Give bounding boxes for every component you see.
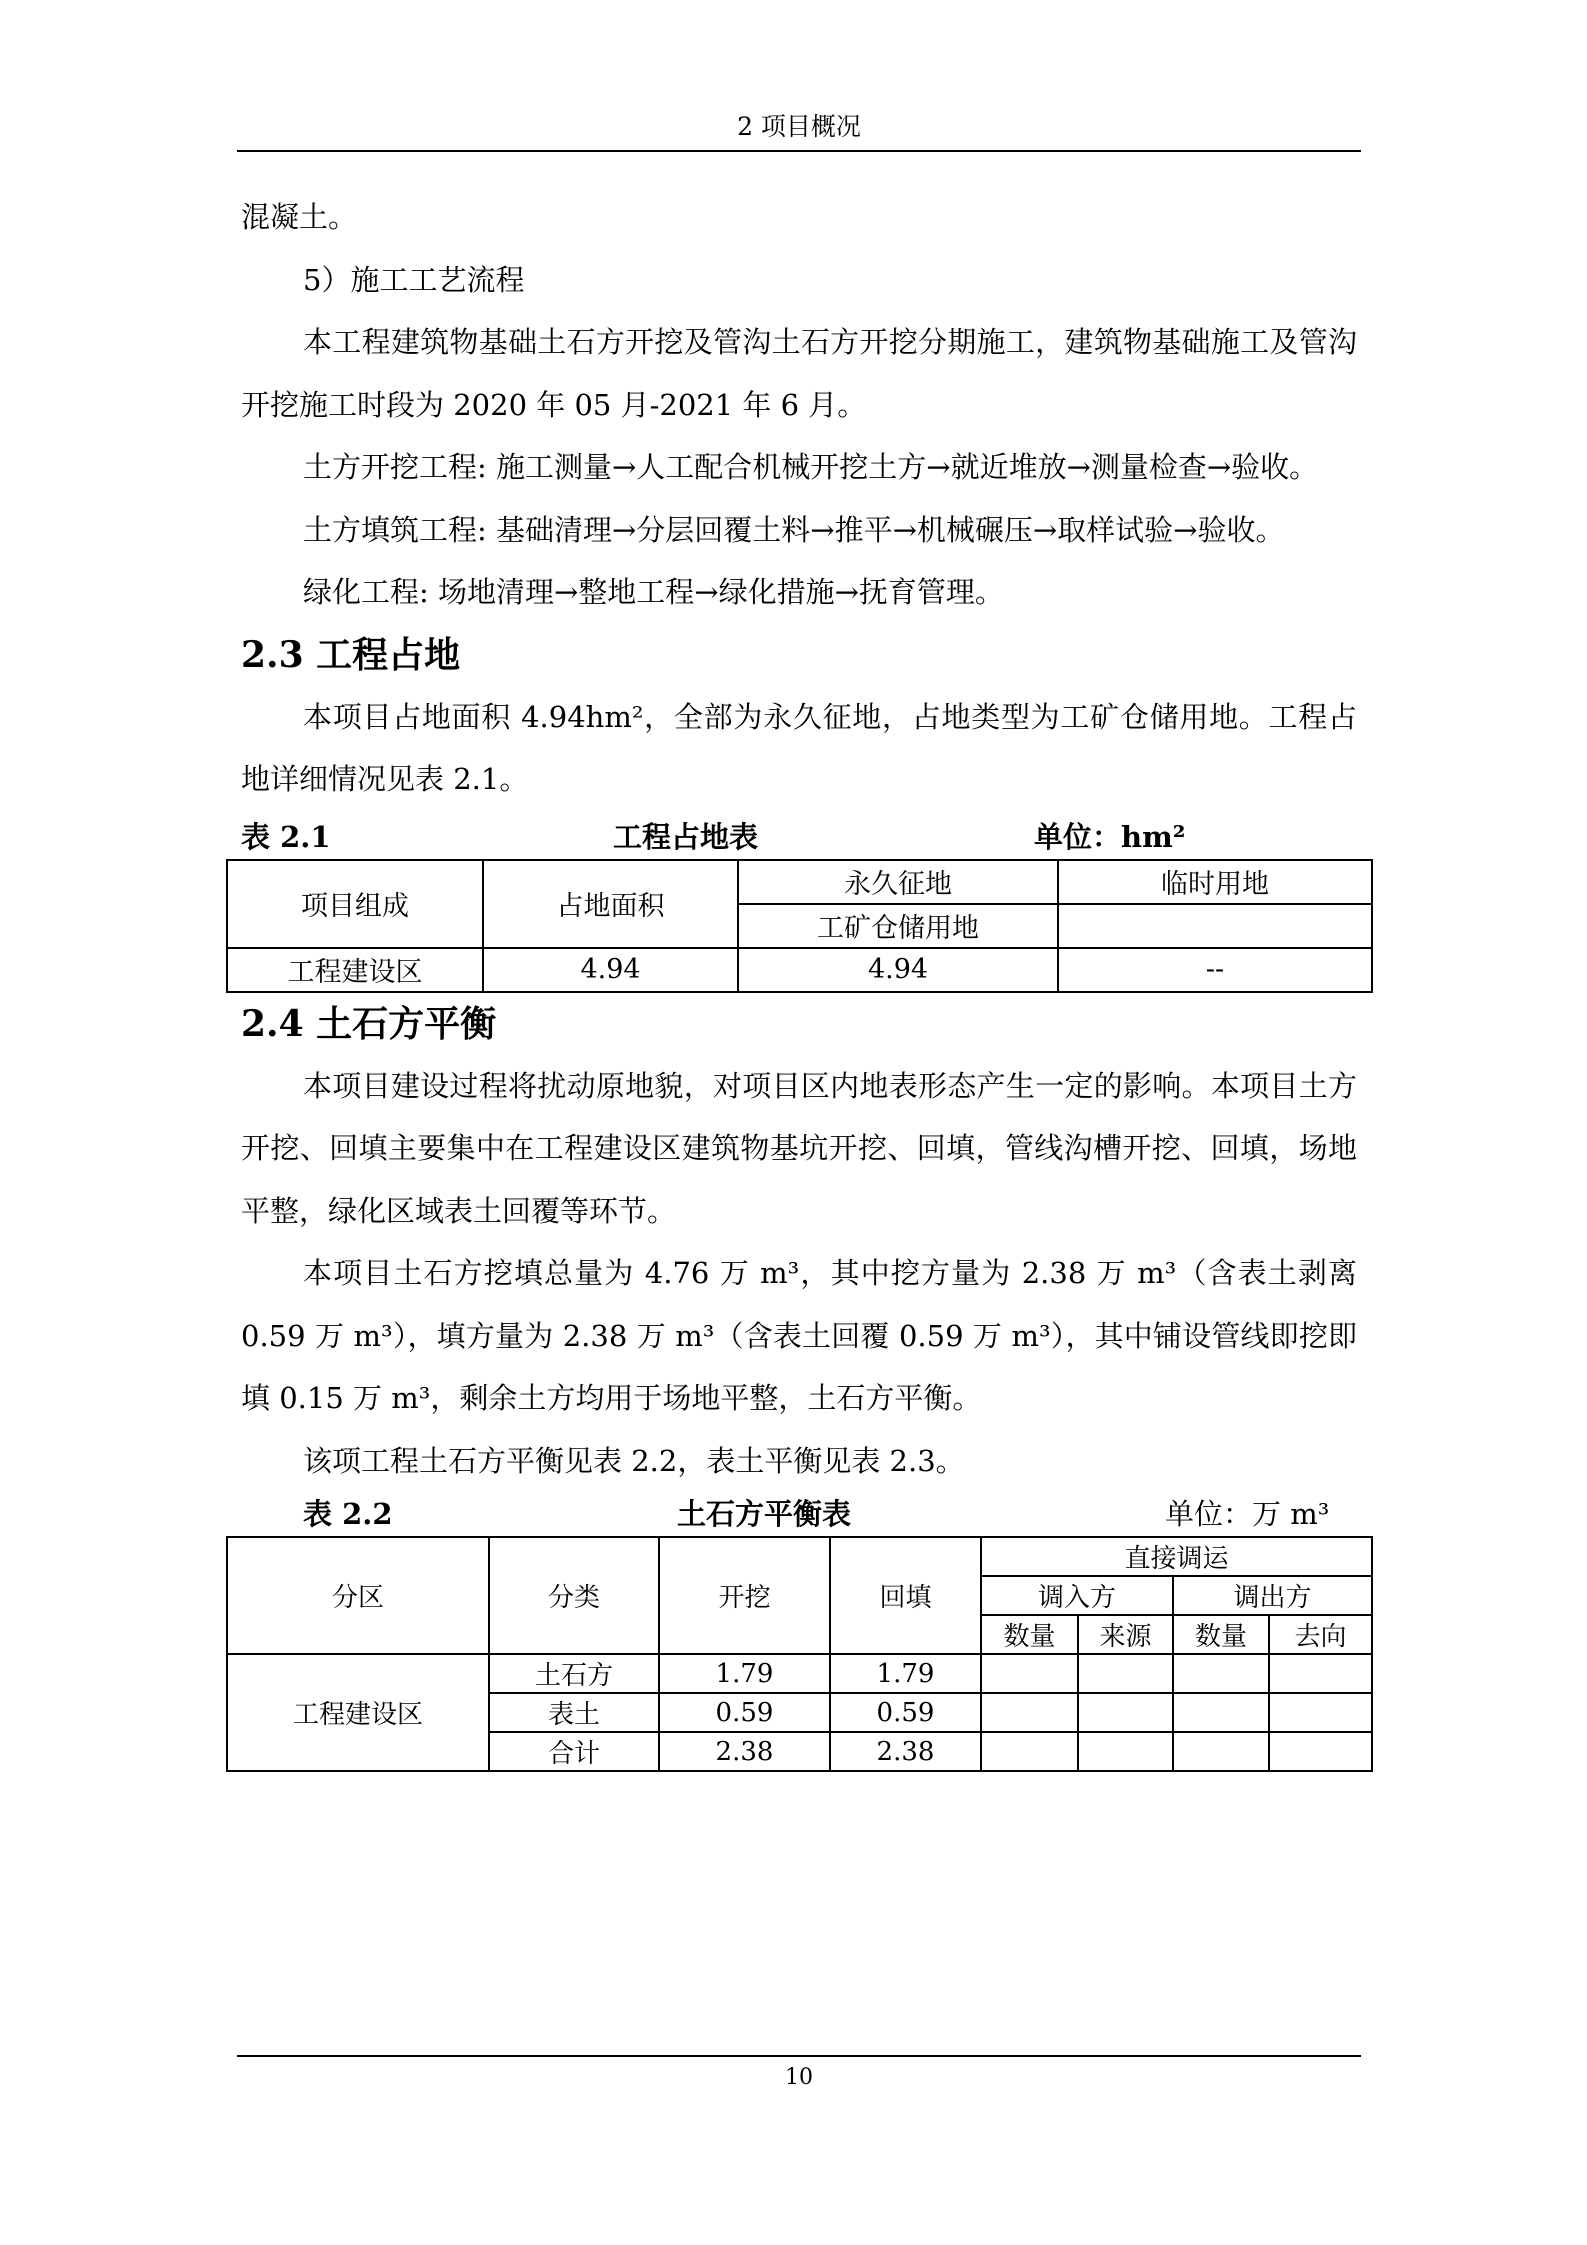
table-cell: 4.94	[483, 948, 738, 992]
header-cell: 数量	[1173, 1615, 1269, 1654]
table-unit: 单位：hm²	[1034, 819, 1186, 854]
table-cell: 0.59	[659, 1693, 830, 1732]
table-cell	[981, 1693, 1078, 1732]
header-cell: 来源	[1078, 1615, 1173, 1654]
section-heading-2-4: 2.4 土石方平衡	[241, 1002, 497, 1045]
table-caption	[241, 1492, 1357, 1536]
table-cell	[1078, 1732, 1173, 1771]
header-cell: 数量	[981, 1615, 1078, 1654]
paragraph: 绿化工程: 场地清理→整地工程→绿化措施→抚育管理。	[303, 575, 1004, 609]
table-cell	[1173, 1732, 1269, 1771]
paragraph: 本项目建设过程将扰动原地貌，对项目区内地表形态产生一定的影响。本项目土方开挖、回填主要集中在工程建设区建筑物基坑开挖、回填，管线沟槽开挖、回填，场地平整，绿化区域表土回覆等环节。	[241, 1068, 1357, 1228]
table-unit: 单位：万 m³	[1165, 1497, 1330, 1531]
paragraph: 本项目占地面积 4.94hm²，全部为永久征地，占地类型为工矿仓储用地。工程占地详细情况见表 2.1。	[241, 699, 1357, 796]
header-cell: 调入方	[981, 1576, 1173, 1615]
table-title: 土石方平衡表	[677, 1497, 852, 1531]
paragraph: 5）施工工艺流程	[303, 262, 525, 297]
table-cell: 1.79	[830, 1654, 981, 1693]
header-cell: 调出方	[1173, 1576, 1372, 1615]
table-title: 工程占地表	[613, 819, 759, 854]
header-cell: 项目组成	[227, 860, 483, 948]
footer-rule	[237, 2055, 1361, 2057]
header-cell: 开挖	[659, 1537, 830, 1654]
table-cell	[1269, 1693, 1372, 1732]
table-cell	[1078, 1693, 1173, 1732]
header-cell: 回填	[830, 1537, 981, 1654]
paragraph: 本项目土石方挖填总量为 4.76 万 m³，其中挖方量为 2.38 万 m³（含表土剥离 0.59 万 m³），填方量为 2.38 万 m³（含表土回覆 0.59 万 m³），其中铺设管线即挖即填 0.15 万 m³，剩余土方均用于场地平整，土石方平衡。	[241, 1256, 1357, 1415]
header-cell: 去向	[1269, 1615, 1372, 1654]
table-cell: 土石方	[489, 1654, 659, 1693]
section-heading-2-3: 2.3 工程占地	[241, 633, 461, 676]
table-cell: 工程建设区	[227, 948, 483, 992]
earthwork-balance-table	[226, 1536, 1373, 1772]
table-caption	[241, 815, 1357, 859]
header-cell: 占地面积	[483, 860, 738, 948]
table-cell: 表土	[489, 1693, 659, 1732]
table-cell: 2.38	[830, 1732, 981, 1771]
table-cell	[1173, 1693, 1269, 1732]
table-cell: 4.94	[738, 948, 1058, 992]
header-cell: 临时用地	[1058, 860, 1372, 904]
header-cell: 分类	[489, 1537, 659, 1654]
paragraph: 土方开挖工程: 施工测量→人工配合机械开挖土方→就近堆放→测量检查→验收。	[303, 450, 1319, 484]
paragraph: 土方填筑工程: 基础清理→分层回覆土料→推平→机械碾压→取样试验→验收。	[303, 512, 1285, 547]
paragraph: 混凝土。	[241, 200, 358, 234]
header-cell: 永久征地	[738, 860, 1058, 904]
running-header: 2 项目概况	[737, 112, 861, 141]
header-rule	[237, 150, 1361, 152]
table-cell	[1078, 1654, 1173, 1693]
paragraph: 该项工程土石方平衡见表 2.2，表土平衡见表 2.3。	[303, 1443, 965, 1478]
table-cell: 2.38	[659, 1732, 830, 1771]
table-cell: 合计	[489, 1732, 659, 1771]
table-cell: --	[1058, 948, 1372, 992]
table-cell: 1.79	[659, 1654, 830, 1693]
table-cell	[981, 1654, 1078, 1693]
page-number: 10	[785, 2065, 813, 2090]
table-cell	[1058, 904, 1372, 948]
table-row	[227, 1654, 1372, 1693]
paragraph: 本工程建筑物基础土石方开挖及管沟土石方开挖分期施工，建筑物基础施工及管沟开挖施工时段为 2020 年 05 月-2021 年 6 月。	[241, 325, 1357, 422]
header-cell: 分区	[227, 1537, 489, 1654]
table-label: 表 2.2	[303, 1497, 393, 1531]
table-row	[227, 948, 1372, 992]
table-cell	[1269, 1654, 1372, 1693]
table-label: 表 2.1	[241, 819, 331, 854]
table-cell	[981, 1732, 1078, 1771]
table-cell	[1173, 1654, 1269, 1693]
header-cell: 工矿仓储用地	[738, 904, 1058, 948]
page-body	[241, 186, 1357, 1772]
table-cell: 0.59	[830, 1693, 981, 1732]
table-cell: 工程建设区	[227, 1654, 489, 1771]
land-occupation-table	[226, 859, 1373, 993]
table-cell	[1269, 1732, 1372, 1771]
header-cell: 直接调运	[981, 1537, 1372, 1576]
